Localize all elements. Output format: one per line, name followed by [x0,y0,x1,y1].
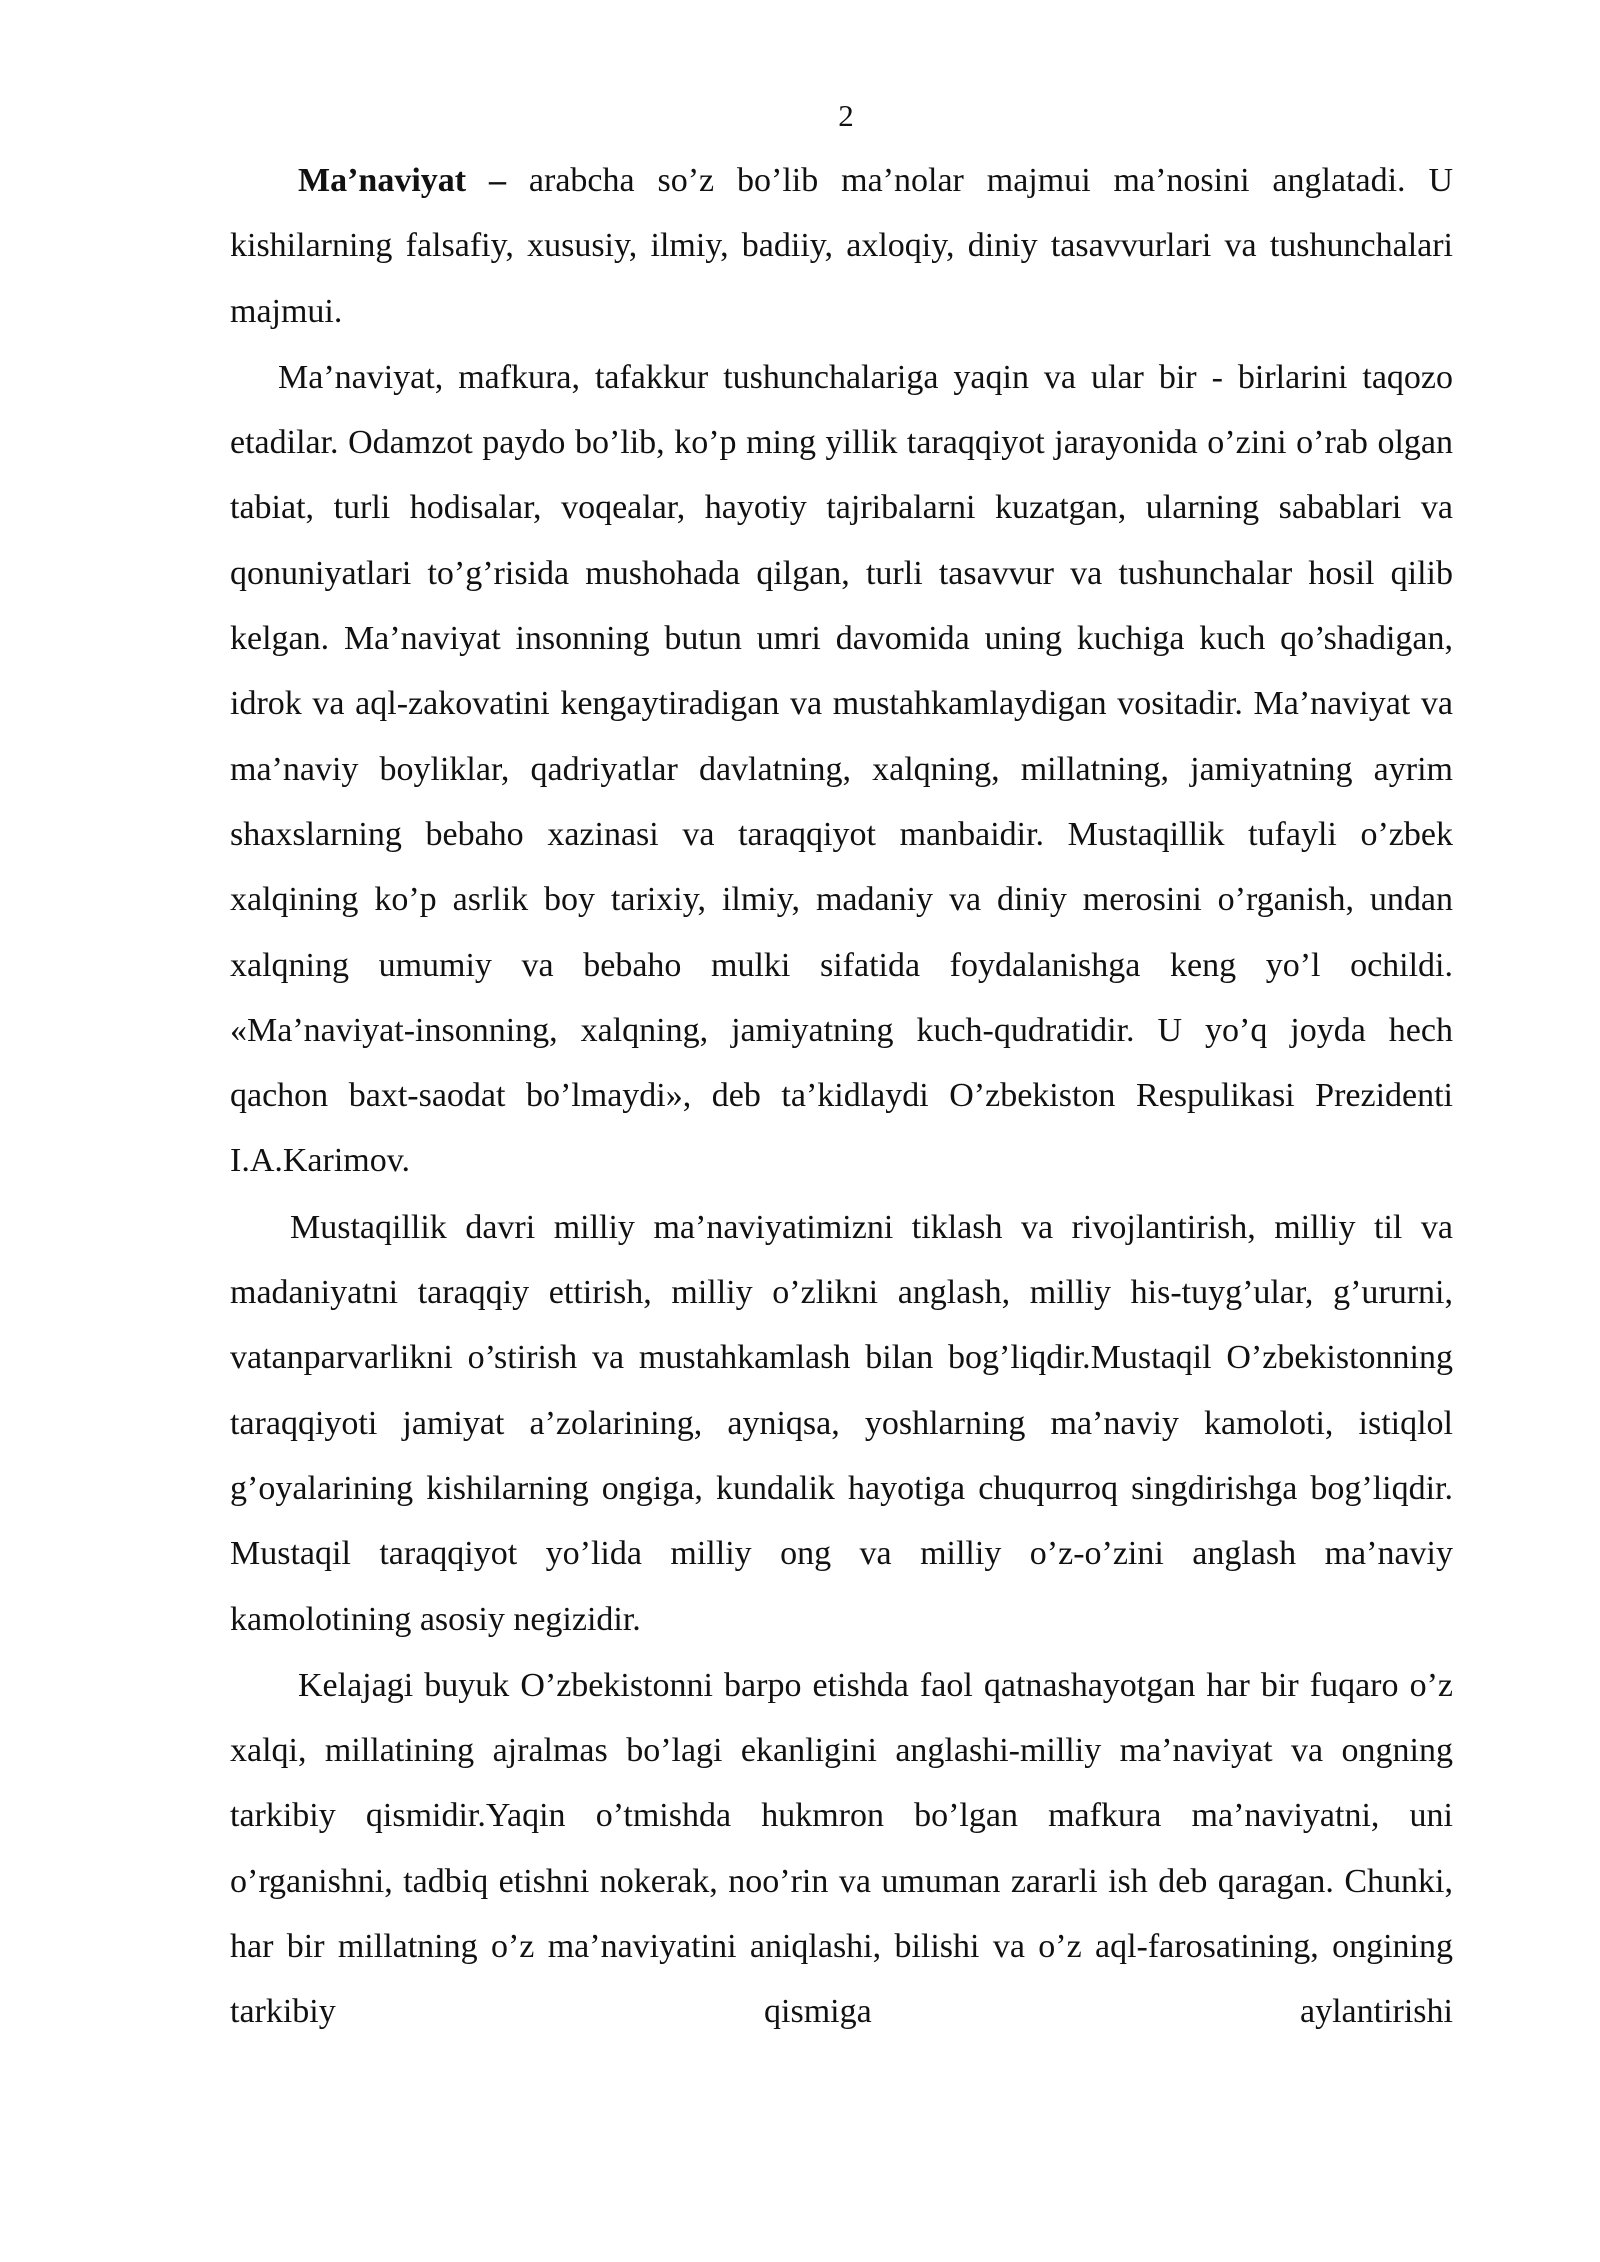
paragraph-text: arabcha so’z bo’lib ma’nolar majmui ma’nosini anglatadi. U kishilarning falsafiy, xususiy, ilmiy, badiiy, axloqiy, diniy tasavvurlari va tushunchalari majmui. [230,162,1453,330]
body-text [230,148,1453,2046]
paragraph-future: Kelajagi buyuk O’zbekistonni barpo etishda faol qatnashayotgan har bir fuqaro o’z xalqi, millatining ajralmas bo’lagi ekanligini anglashi-milliy ma’naviyat va ongning tarkibiy qismidir.Yaqin o’tmishda hukmron bo’lgan mafkura ma’naviyatni, uni o’rganishni, tadbiq etishni nokerak, noo’rin va umuman zararli ish deb qaragan. Chunki, har bir millatning o’z ma’naviyatini aniqlashi, bilishi va o’z aql-farosatining, ongining tarkibiy qismiga aylantirishi [230,1666,1453,2031]
paragraph-spirituality: Ma’naviyat, mafkura, tafakkur tushunchalariga yaqin va ular bir - birlarini taqozo etadilar. Odamzot paydo bo’lib, ko’p ming yillik taraqqiyot jarayonida o’zini o’rab olgan tabiat, turli hodisalar, voqealar, hayotiy tajribalarni kuzatgan, ularning sabablari va qonuniyatlari to’g’risida mushohada qilgan, turli tasavvur va tushunchalar hosil qilib kelgan. Ma’naviyat insonning butun umri davomida uning kuchiga kuch qo’shadigan, idrok va aql-zakovatini kengaytiradigan va mustahkamlaydigan vositadir. Ma’naviyat va ma’naviy boyliklar, qadriyatlar davlatning, xalqning, millatning, jamiyatning ayrim shaxslarning bebaho xazinasi va taraqqiyot manbaidir. Mustaqillik tufayli o’zbek xalqining ko’p asrlik boy tarixiy, ilmiy, madaniy va diniy merosini o’rganish, undan xalqning umumiy va bebaho mulki sifatida foydalanishga keng yo’l ochildi. «Ma’naviyat-insonning, xalqning, jamiyatning kuch-qudratidir. U yo’q joyda hech qachon baxt-saodat bo’lmaydi», deb ta’kidlaydi O’zbekiston Respulikasi Prezidenti I.A.Karimov. [230,358,1453,1180]
page-number: 2 [838,98,854,133]
paragraph-definition [230,148,1453,344]
paragraph-independence: Mustaqillik davri milliy ma’naviyatimizni tiklash va rivojlantirish, milliy til va madaniyatni taraqqiy ettirish, milliy o’zlikni anglash, milliy his-tuyg’ular, g’ururni, vatanparvarlikni o’stirish va mustahkamlash bilan bog’liqdir.Mustaqil O’zbekistonning taraqqiyoti jamiyat a’zolarining, ayniqsa, yoshlarning ma’naviy kamoloti, istiqlol g’oyalarining kishilarning ongiga, kundalik hayotiga chuqurroq singdirishga bog’liqdir. Mustaqil taraqqiyot yo’lida milliy ong va milliy o’z-o’zini anglash ma’naviy kamolotining asosiy negizidir. [230,1208,1453,1638]
term-bold: Ma’naviyat – [298,162,506,199]
